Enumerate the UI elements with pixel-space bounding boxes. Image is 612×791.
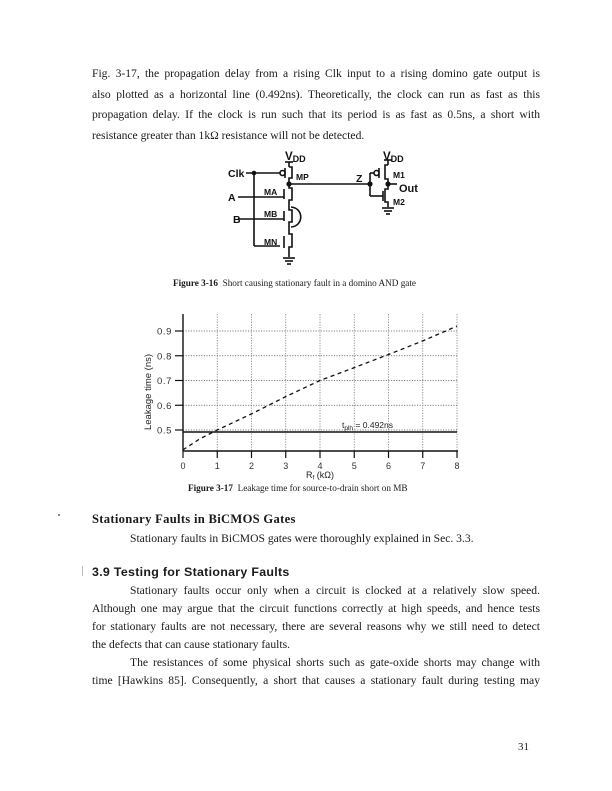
margin-mark bbox=[82, 566, 83, 576]
margin-mark bbox=[58, 514, 60, 516]
x-tick-label: 0 bbox=[180, 461, 186, 471]
figure-3-16-caption bbox=[173, 278, 416, 288]
y-axis-label: Leakage time (ns) bbox=[143, 353, 154, 431]
input-a-label: A bbox=[228, 192, 236, 204]
intro-line: propagation delay. If the clock is run such that its period is as fast as 0.5ns, a short with bbox=[92, 108, 540, 122]
intro-line: resistance greater than 1kΩ resistance will not be detected. bbox=[92, 128, 365, 142]
section-3-9-paragraph-1 bbox=[92, 582, 540, 654]
x-tick-label: 2 bbox=[248, 461, 255, 471]
out-label: Out bbox=[399, 183, 418, 195]
x-axis-label: Rf (kΩ) bbox=[305, 470, 335, 482]
x-tick-label: 4 bbox=[317, 461, 323, 471]
figure-label: Figure 3-16 bbox=[173, 278, 218, 288]
m1-label: M1 bbox=[393, 170, 405, 180]
mp-label: MP bbox=[296, 172, 309, 182]
x-tick-label: 7 bbox=[420, 461, 426, 471]
node-z-label: Z bbox=[356, 173, 363, 185]
figure-3-17-caption bbox=[188, 483, 408, 493]
figure-caption-text: Leakage time for source-to-drain short on MB bbox=[237, 483, 408, 493]
intro-line: Fig. 3-17, the propagation delay from a rising Clk input to a rising domino gate output is bbox=[92, 67, 540, 80]
x-tick-label: 3 bbox=[283, 461, 289, 471]
clk-label: Clk bbox=[228, 168, 245, 180]
paragraph-line: Although one may argue that the circuit functions correctly at high speeds, and hence tests bbox=[92, 602, 540, 615]
y-tick-label: 0.9 bbox=[156, 326, 172, 338]
tplh-annotation: $t_{plh} = 0.492ns$ bbox=[342, 420, 393, 432]
figure-label: Figure 3-17 bbox=[188, 483, 233, 493]
input-b-label: B bbox=[233, 214, 241, 226]
ma-label: MA bbox=[264, 187, 278, 197]
paragraph-line: Stationary faults occur only when a circuit is clocked at a relatively slow speed. bbox=[130, 584, 540, 597]
section-heading-3-9: 3.9 Testing for Stationary Faults bbox=[92, 565, 290, 579]
y-tick-label: 0.6 bbox=[156, 400, 172, 412]
paragraph-line: time [Hawkins 85]. Consequently, a short that causes a stationary fault during testing may bbox=[92, 674, 540, 687]
vdd-label-right: VDD bbox=[383, 151, 404, 164]
paragraph-line: the defects that can cause stationary faults. bbox=[92, 638, 290, 651]
intro-line: also plotted as a horizontal line (0.492ns). Theoretically, the clock can run as fast as this bbox=[92, 87, 540, 101]
mn-label: MN bbox=[264, 237, 278, 247]
page-number: 31 bbox=[518, 741, 529, 753]
x-tick-label: 5 bbox=[351, 461, 357, 471]
y-tick-label: 0.7 bbox=[156, 376, 172, 387]
figure-caption-text: Short causing stationary fault in a domino AND gate bbox=[222, 278, 417, 288]
y-tick-label: 0.5 bbox=[156, 425, 172, 437]
x-tick-label: 6 bbox=[385, 461, 392, 471]
x-tick-label: 8 bbox=[454, 461, 460, 471]
x-tick-label: 1 bbox=[214, 461, 220, 471]
bicmos-paragraph bbox=[92, 529, 540, 550]
mb-label: MB bbox=[264, 209, 278, 219]
m2-label: M2 bbox=[393, 197, 405, 207]
section-3-9-paragraph-2 bbox=[92, 654, 540, 690]
section-heading-bicmos: Stationary Faults in BiCMOS Gates bbox=[92, 512, 296, 526]
y-tick-label: 0.8 bbox=[156, 351, 172, 363]
paragraph-line: The resistances of some physical shorts such as gate-oxide shorts may change with bbox=[130, 656, 540, 669]
domino-and-gate-schematic bbox=[0, 0, 612, 300]
paragraph-line: for stationary faults are not necessary, there are several reasons why we still need to detect bbox=[92, 620, 540, 633]
leakage-time-chart bbox=[0, 300, 612, 500]
bicmos-line: Stationary faults in BiCMOS gates were thoroughly explained in Sec. 3.3. bbox=[130, 532, 474, 545]
vdd-label-left: VDD bbox=[285, 151, 306, 164]
